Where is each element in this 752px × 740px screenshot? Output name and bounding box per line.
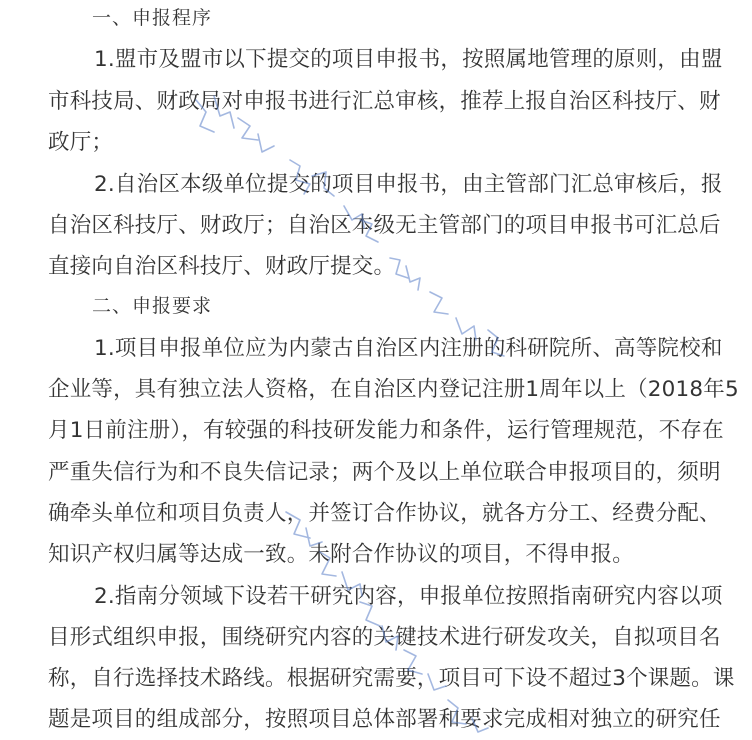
paragraph-line: 市科技局、财政局对申报书进行汇总审核，推荐上报自治区科技厅、财 (48, 89, 721, 114)
paragraph-line: 确牵头单位和项目负责人，并签订合作协议，就各方分工、经费分配、 (48, 501, 721, 526)
paragraph-line: 直接向自治区科技厅、财政厅提交。 (48, 254, 396, 279)
section-heading-procedure: 一、申报程序 (92, 7, 213, 29)
paragraph-line: 1.项目申报单位应为内蒙古自治区内注册的科研院所、高等院校和 (94, 336, 723, 361)
section-heading-requirements: 二、申报要求 (92, 295, 213, 317)
paragraph-line: 政厅； (48, 130, 114, 155)
paragraph-line: 2.自治区本级单位提交的项目申报书，由主管部门汇总审核后，报 (94, 172, 723, 197)
paragraph-line: 称，自行选择技术路线。根据研究需要，项目可下设不超过3个课题。课 (48, 666, 735, 691)
paragraph-line: 知识产权归属等达成一致。未附合作协议的项目，不得申报。 (48, 542, 634, 567)
paragraph-line: 自治区科技厅、财政厅；自治区本级无主管部门的项目申报书可汇总后 (48, 213, 721, 238)
paragraph-line: 题是项目的组成部分，按照项目总体部署和要求完成相对独立的研究任 (48, 707, 721, 732)
paragraph-line: 严重失信行为和不良失信记录；两个及以上单位联合申报项目的，须明 (48, 460, 721, 485)
paragraph-line: 1.盟市及盟市以下提交的项目申报书，按照属地管理的原则，由盟 (94, 47, 723, 72)
paragraph-line: 目形式组织申报，围绕研究内容的关键技术进行研发攻关，自拟项目名 (48, 625, 721, 650)
paragraph-line: 企业等，具有独立法人资格，在自治区内登记注册1周年以上（2018年5 (48, 377, 739, 402)
paragraph-line: 2.指南分领域下设若干研究内容，申报单位按照指南研究内容以项 (94, 584, 723, 609)
paragraph-line: 月1日前注册），有较强的科技研发能力和条件，运行管理规范，不存在 (48, 418, 724, 443)
